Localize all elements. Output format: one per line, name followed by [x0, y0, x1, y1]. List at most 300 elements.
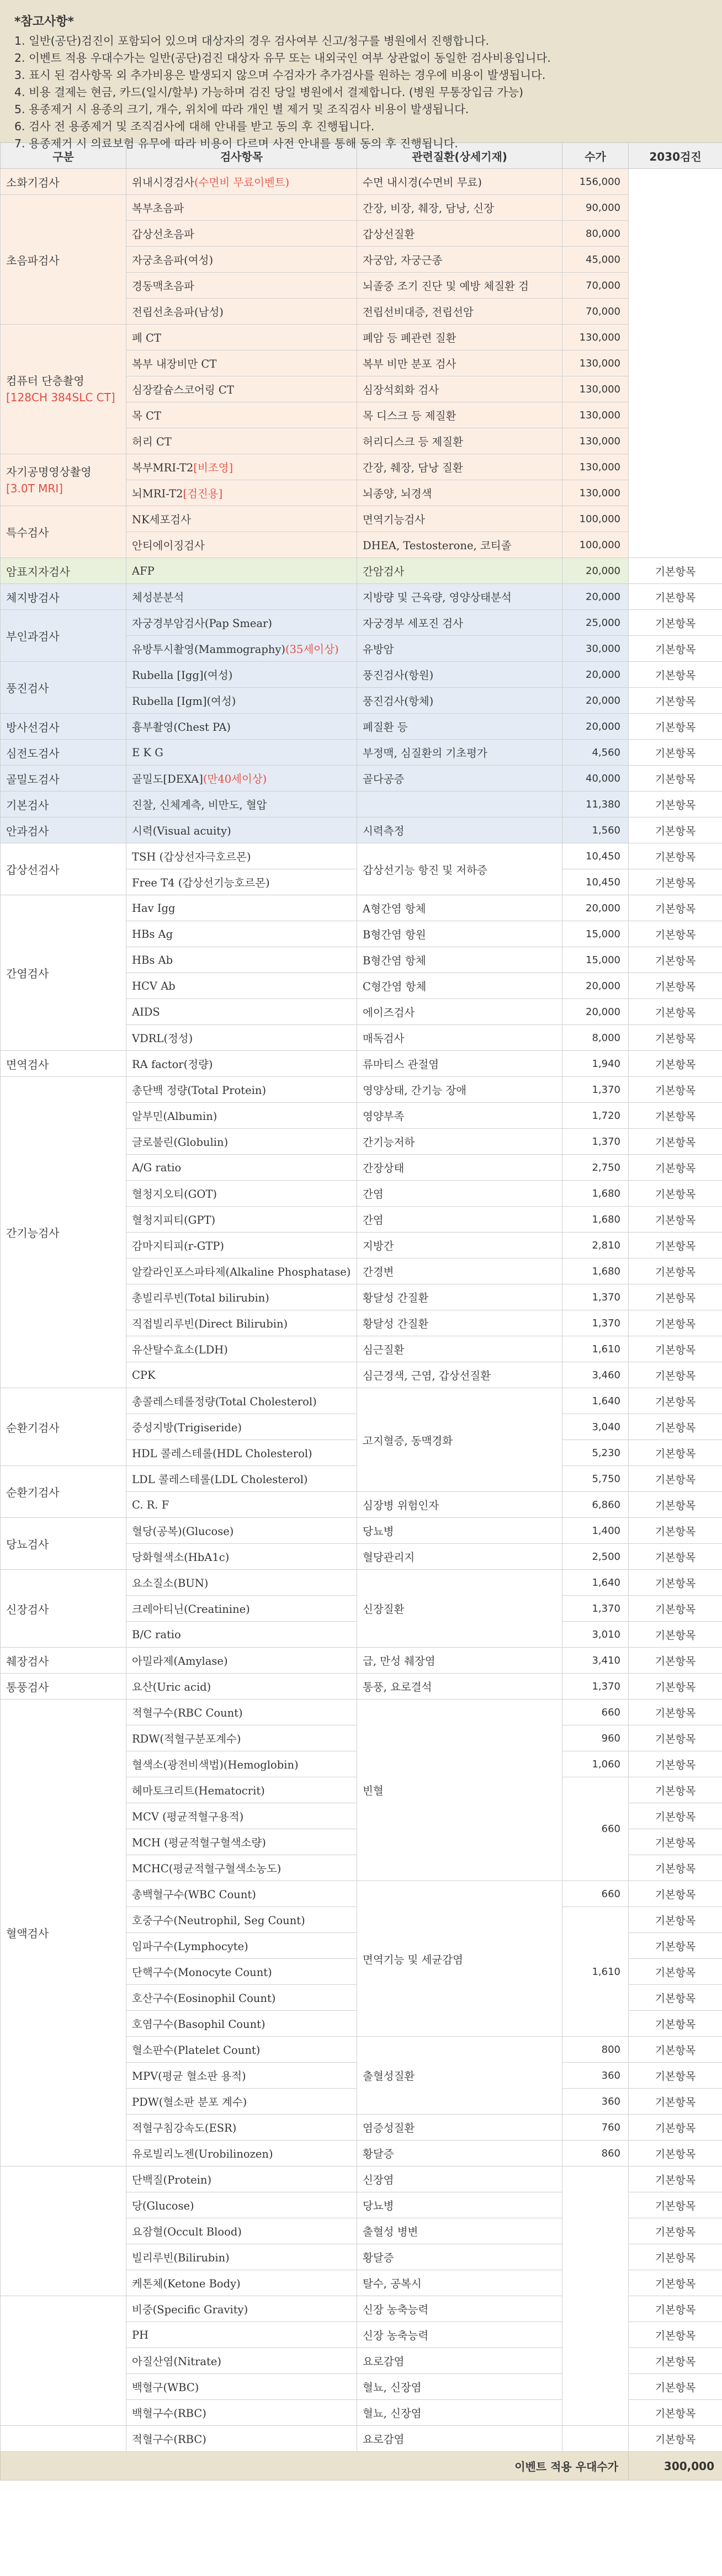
program-cell: 기본항목: [629, 584, 722, 610]
item-cell: [126, 1207, 357, 1233]
program-cell: 기본항목: [629, 1674, 722, 1699]
item-cell: [126, 1648, 357, 1674]
item-cell: [126, 2141, 357, 2166]
category-label: 당뇨검사: [6, 1538, 49, 1551]
item-cell: [126, 1284, 357, 1310]
price-cell: 3,040: [562, 1414, 629, 1440]
item-cell: [126, 792, 357, 817]
item-cell: [126, 766, 357, 792]
item-cell: [126, 2192, 357, 2218]
disease-cell: 염증성질환: [357, 2115, 562, 2141]
price-cell: 5,750: [562, 1466, 629, 1492]
category-label: 심전도검사: [6, 746, 60, 760]
item-label: AFP: [132, 564, 155, 577]
disease-cell: 간장, 비장, 췌장, 담낭, 신장: [357, 195, 562, 221]
item-cell: [126, 454, 357, 480]
disease-cell: 당뇨병: [357, 2192, 562, 2218]
price-cell: 70,000: [562, 299, 629, 325]
program-cell: 기본항목: [629, 1855, 722, 1881]
price-cell: 130,000: [562, 480, 629, 506]
disease-cell: 심장석회화 검사: [357, 376, 562, 402]
price-cell: 130,000: [562, 454, 629, 480]
program-cell: 기본항목: [629, 1518, 722, 1544]
disease-cell: 시력측정: [357, 817, 562, 843]
table-row: [1, 1570, 722, 1596]
price-cell: 660: [562, 1699, 629, 1725]
price-cell: 960: [562, 1725, 629, 1751]
disease-cell: 지방량 및 근육량, 영양상태분석: [357, 584, 562, 610]
price-cell: 11,380: [562, 792, 629, 817]
price-cell: 1,370: [562, 1077, 629, 1103]
program-cell: 기본항목: [629, 1233, 722, 1258]
disease-cell: A형간염 항체: [357, 895, 562, 921]
category-label: 방사선검사: [6, 720, 60, 734]
price-cell: 1,060: [562, 1751, 629, 1777]
disease-cell: 지방간: [357, 1233, 562, 1258]
category-cell: [1, 2166, 126, 2296]
disease-cell: 허리디스크 등 제질환: [357, 428, 562, 454]
notes-box: [0, 0, 722, 150]
item-label: MPV(평균 혈소판 용적): [132, 2070, 246, 2083]
price-cell: 20,000: [562, 973, 629, 999]
program-cell: 기본항목: [629, 2037, 722, 2063]
item-label: 시력(Visual acuity): [132, 825, 231, 837]
item-cell: [126, 1362, 357, 1388]
item-note: [검진용]: [183, 487, 223, 500]
item-label: 아밀라제(Amylase): [132, 1655, 228, 1667]
program-cell: [629, 169, 722, 558]
program-cell: 기본항목: [629, 2166, 722, 2192]
item-label: TSH (갑상선자극호르몬): [132, 851, 251, 863]
item-cell: [126, 169, 357, 195]
item-label: 유로빌리노젠(Urobilinozen): [132, 2148, 273, 2160]
program-cell: 기본항목: [629, 2141, 722, 2166]
item-label: C. R. F: [132, 1498, 169, 1511]
category-label: 초음파검사: [6, 253, 60, 267]
price-cell: 760: [562, 2115, 629, 2141]
item-label: 알칼라인포스파타제(Alkaline Phosphatase): [132, 1266, 351, 1278]
item-note: (만40세이상): [203, 773, 267, 785]
price-cell: 1,680: [562, 1207, 629, 1233]
table-row: [1, 1674, 722, 1699]
item-label: PDW(혈소판 분포 계수): [132, 2096, 247, 2108]
item-label: 전립선초음파(남성): [132, 306, 224, 318]
category-cell: [1, 895, 126, 1051]
price-cell: 40,000: [562, 766, 629, 792]
table-row: [1, 817, 722, 843]
disease-cell: 신장질환: [357, 1570, 562, 1648]
table-row: [1, 740, 722, 766]
item-label: 위내시경검사: [132, 176, 195, 189]
program-cell: 기본항목: [629, 2063, 722, 2089]
price-cell: 10,450: [562, 843, 629, 869]
price-cell: 130,000: [562, 350, 629, 376]
item-label: HBs Ab: [132, 953, 173, 966]
program-cell: 기본항목: [629, 636, 722, 662]
item-label: 감마지티피(r-GTP): [132, 1240, 225, 1252]
category-label: 갑상선검사: [6, 863, 60, 877]
item-cell: [126, 1725, 357, 1751]
item-label: 복부MRI-T2: [132, 461, 194, 474]
note-line: 6. 검사 전 용종제거 및 조직검사에 대해 안내를 받고 동의 후 진행됩니다.: [14, 120, 375, 133]
disease-cell: 간염: [357, 1181, 562, 1207]
table-row: [1, 2426, 722, 2452]
item-note: (35세이상): [285, 643, 339, 656]
disease-cell: 심근질환: [357, 1336, 562, 1362]
price-cell: 360: [562, 2063, 629, 2089]
item-label: 백혈구(WBC): [132, 2381, 199, 2394]
item-cell: [126, 1751, 357, 1777]
program-cell: 기본항목: [629, 1881, 722, 1907]
item-label: 직접빌리루빈(Direct Bilirubin): [132, 1318, 288, 1330]
category-note: [3.0T MRI]: [6, 481, 63, 495]
item-cell: [126, 402, 357, 428]
disease-cell: 신장염: [357, 2166, 562, 2192]
program-cell: 기본항목: [629, 999, 722, 1025]
item-label: A/G ratio: [132, 1161, 182, 1174]
item-label: 케톤체(Ketone Body): [132, 2277, 241, 2290]
price-cell: 20,000: [562, 558, 629, 584]
program-cell: 기본항목: [629, 714, 722, 740]
program-cell: 기본항목: [629, 2089, 722, 2115]
category-cell: [1, 843, 126, 895]
program-cell: 기본항목: [629, 1829, 722, 1855]
category-cell: [1, 792, 126, 817]
price-cell: 10,450: [562, 869, 629, 895]
item-label: 당(Glucose): [132, 2200, 194, 2212]
item-label: 중성지방(Trigiseride): [132, 1421, 242, 1434]
disease-cell: 매독검사: [357, 1025, 562, 1051]
item-cell: [126, 1310, 357, 1336]
program-cell: 기본항목: [629, 2374, 722, 2400]
item-label: 단백질(Protein): [132, 2174, 212, 2186]
price-cell: 1,560: [562, 817, 629, 843]
item-cell: [126, 1388, 357, 1414]
footer-label: 이벤트 적용 우대수가: [1, 2452, 629, 2481]
price-cell: 100,000: [562, 532, 629, 558]
item-note: [비조영]: [193, 461, 233, 474]
disease-cell: B형간염 항원: [357, 921, 562, 947]
program-cell: 기본항목: [629, 1284, 722, 1310]
price-cell: 3,460: [562, 1362, 629, 1388]
item-cell: [126, 610, 357, 636]
item-cell: [126, 1440, 357, 1466]
disease-cell: 요로감염: [357, 2426, 562, 2452]
notes-title: *참고사항*: [14, 15, 75, 29]
item-label: 호산구수(Eosinophil Count): [132, 1992, 276, 2005]
item-cell: [126, 506, 357, 532]
note-line: 2. 이벤트 적용 우대수가는 일반(공단)검진 대상자 유무 또는 내외국인 여부 상관없이 동일한 검사비용입니다.: [14, 51, 551, 65]
item-label: 적혈구수(RBC Count): [132, 1707, 243, 1719]
table-row: [1, 1518, 722, 1544]
price-cell: 156,000: [562, 169, 629, 195]
item-cell: [126, 2063, 357, 2089]
item-cell: [126, 1881, 357, 1907]
disease-cell: 자궁경부 세포진 검사: [357, 610, 562, 636]
item-cell: [126, 1907, 357, 1933]
item-label: 요산(Uric acid): [132, 1681, 211, 1693]
category-cell: [1, 454, 126, 506]
category-label: 신장검사: [6, 1602, 49, 1616]
category-cell: [1, 558, 126, 584]
program-cell: 기본항목: [629, 1077, 722, 1103]
category-cell: [1, 766, 126, 792]
table-row: [1, 584, 722, 610]
item-label: 적혈구침강속도(ESR): [132, 2122, 237, 2134]
category-cell: [1, 1518, 126, 1570]
program-cell: 기본항목: [629, 2244, 722, 2270]
program-cell: 기본항목: [629, 2426, 722, 2452]
note-line: 3. 표시 된 검사항목 외 추가비용은 발생되지 않으며 수검자가 추가검사를 원하는 경우에 비용이 발생됩니다.: [14, 68, 546, 82]
price-cell: 25,000: [562, 610, 629, 636]
item-cell: [126, 1829, 357, 1855]
item-label: 뇌MRI-T2: [132, 487, 183, 500]
program-cell: 기본항목: [629, 2115, 722, 2141]
disease-cell: 폐질환 등: [357, 714, 562, 740]
category-label: 골밀도검사: [6, 772, 60, 786]
item-cell: [126, 1518, 357, 1544]
program-cell: 기본항목: [629, 1492, 722, 1518]
price-cell: 1,370: [562, 1596, 629, 1622]
program-cell: 기본항목: [629, 895, 722, 921]
price-cell: 1,610: [562, 1336, 629, 1362]
price-cell: 70,000: [562, 273, 629, 299]
item-cell: [126, 636, 357, 662]
item-cell: [126, 273, 357, 299]
disease-cell: 수면 내시경(수면비 무료): [357, 169, 562, 195]
disease-cell: 간기능저하: [357, 1129, 562, 1155]
header-price: 수가: [562, 143, 629, 169]
category-label: 췌장검사: [6, 1654, 49, 1668]
item-cell: [126, 714, 357, 740]
item-cell: [126, 2374, 357, 2400]
program-cell: 기본항목: [629, 947, 722, 973]
program-cell: 기본항목: [629, 1725, 722, 1751]
item-note: (수면비 무료이벤트): [194, 176, 290, 189]
program-cell: 기본항목: [629, 1207, 722, 1233]
table-body: [1, 169, 722, 2452]
disease-cell: 영양부족: [357, 1103, 562, 1129]
item-label: 혈청지오티(GOT): [132, 1188, 217, 1201]
price-cell: 130,000: [562, 325, 629, 350]
item-label: 비중(Specific Gravity): [132, 2303, 248, 2316]
program-cell: 기본항목: [629, 1362, 722, 1388]
checkup-price-table: [0, 142, 722, 2481]
item-label: B/C ratio: [132, 1628, 181, 1641]
program-cell: 기본항목: [629, 1544, 722, 1570]
disease-cell: 자궁암, 자궁근종: [357, 247, 562, 273]
program-cell: 기본항목: [629, 1959, 722, 1985]
item-label: 요소질소(BUN): [132, 1577, 209, 1590]
price-cell: 80,000: [562, 221, 629, 247]
disease-cell: 풍진검사(항원): [357, 662, 562, 688]
price-cell: 1,370: [562, 1284, 629, 1310]
table-row: [1, 792, 722, 817]
item-label: Rubella [Igm](여성): [132, 695, 236, 708]
item-cell: [126, 1181, 357, 1207]
item-label: 목 CT: [132, 410, 161, 422]
program-cell: 기본항목: [629, 1907, 722, 1933]
disease-cell: 영양상태, 간기능 장애: [357, 1077, 562, 1103]
category-label: 특수검사: [6, 526, 49, 539]
disease-cell: 당뇨병: [357, 1518, 562, 1544]
table-row: [1, 1051, 722, 1077]
category-cell: [1, 169, 126, 195]
disease-cell: 빈혈: [357, 1699, 562, 1881]
program-cell: 기본항목: [629, 843, 722, 869]
item-cell: [126, 1674, 357, 1699]
item-cell: [126, 817, 357, 843]
price-cell: 90,000: [562, 195, 629, 221]
price-cell: 20,000: [562, 999, 629, 1025]
price-cell: 1,680: [562, 1181, 629, 1207]
item-label: 호중구수(Neutrophil, Seg Count): [132, 1914, 305, 1927]
program-cell: 기본항목: [629, 2400, 722, 2426]
category-label: 간기능검사: [6, 1226, 60, 1240]
program-cell: 기본항목: [629, 869, 722, 895]
item-label: 헤마토크리트(Hematocrit): [132, 1784, 265, 1797]
disease-cell: 고지혈증, 동맥경화: [357, 1388, 562, 1492]
disease-cell: 간장, 췌장, 담낭 질환: [357, 454, 562, 480]
disease-cell: 면역기능 및 세균감염: [357, 1881, 562, 2037]
program-cell: 기본항목: [629, 2322, 722, 2348]
item-label: 허리 CT: [132, 435, 172, 448]
price-cell: 1,640: [562, 1570, 629, 1596]
disease-cell: DHEA, Testosterone, 코티졸: [357, 532, 562, 558]
item-cell: [126, 1570, 357, 1596]
category-cell: [1, 740, 126, 766]
item-cell: [126, 299, 357, 325]
category-label: 혈액검사: [6, 1927, 49, 1940]
item-cell: [126, 1233, 357, 1258]
item-cell: [126, 662, 357, 688]
category-label: 면역검사: [6, 1058, 49, 1071]
item-label: Free T4 (갑상선기능호르몬): [132, 877, 270, 889]
category-label: 컴퓨터 단층촬영: [6, 374, 84, 387]
category-cell: [1, 2296, 126, 2426]
table-row: [1, 195, 722, 221]
disease-cell: 폐암 등 폐관련 질환: [357, 325, 562, 350]
item-cell: [126, 973, 357, 999]
program-cell: 기본항목: [629, 1181, 722, 1207]
item-cell: [126, 1933, 357, 1959]
item-cell: [126, 999, 357, 1025]
category-cell: [1, 1388, 126, 1466]
footer-total: 300,000: [629, 2452, 722, 2481]
item-cell: [126, 1492, 357, 1518]
program-cell: 기본항목: [629, 610, 722, 636]
item-label: 총백혈구수(WBC Count): [132, 1888, 256, 1901]
item-label: 복부초음파: [132, 202, 184, 215]
disease-cell: 출혈성 병변: [357, 2218, 562, 2244]
price-cell: 2,810: [562, 1233, 629, 1258]
price-cell: 1,370: [562, 1129, 629, 1155]
price-cell: 130,000: [562, 376, 629, 402]
price-cell: 130,000: [562, 428, 629, 454]
item-cell: [126, 1414, 357, 1440]
price-cell: 20,000: [562, 895, 629, 921]
program-cell: 기본항목: [629, 1258, 722, 1284]
item-label: 총단백 정량(Total Protein): [132, 1084, 267, 1097]
category-cell: [1, 1077, 126, 1388]
item-cell: [126, 921, 357, 947]
item-cell: [126, 584, 357, 610]
disease-cell: 출혈성질환: [357, 2037, 562, 2115]
category-cell: [1, 1466, 126, 1518]
item-cell: [126, 2296, 357, 2322]
category-cell: [1, 584, 126, 610]
item-cell: [126, 869, 357, 895]
disease-cell: 복부 비만 분포 검사: [357, 350, 562, 376]
category-label: 소화기검사: [6, 176, 60, 189]
note-line: 4. 비용 결제는 현금, 카드(일시/할부) 가능하며 검진 당일 병원에서 결제합니다. (병원 무통장입금 가능): [14, 86, 524, 99]
disease-cell: 요로감염: [357, 2348, 562, 2374]
item-cell: [126, 2166, 357, 2192]
category-cell: [1, 2426, 126, 2452]
item-label: 체성분분석: [132, 591, 184, 604]
price-cell: [562, 2166, 629, 2426]
category-label: 부인과검사: [6, 630, 60, 643]
disease-cell: 간염: [357, 1207, 562, 1233]
program-cell: 기본항목: [629, 740, 722, 766]
item-cell: [126, 2218, 357, 2244]
disease-cell: [357, 792, 562, 817]
program-cell: 기본항목: [629, 1985, 722, 2011]
item-label: 혈소판수(Platelet Count): [132, 2044, 261, 2057]
disease-cell: 혈뇨, 신장염: [357, 2400, 562, 2426]
item-label: 복부 내장비만 CT: [132, 358, 217, 370]
item-label: 아질산염(Nitrate): [132, 2355, 222, 2368]
item-label: 흉부촬영(Chest PA): [132, 721, 231, 734]
item-label: 요잠혈(Occult Blood): [132, 2226, 242, 2238]
price-cell: 800: [562, 2037, 629, 2063]
item-label: 심장칼슘스코어링 CT: [132, 384, 234, 396]
category-cell: [1, 1699, 126, 2166]
item-label: 혈색소(광전비색법)(Hemoglobin): [132, 1759, 299, 1771]
table-row: [1, 662, 722, 688]
disease-cell: 황달성 간질환: [357, 1310, 562, 1336]
table-row: [1, 506, 722, 532]
item-label: 유산탈수효소(LDH): [132, 1343, 228, 1356]
table-row: [1, 843, 722, 869]
disease-cell: 부정맥, 심질환의 기초평가: [357, 740, 562, 766]
price-cell: 20,000: [562, 688, 629, 714]
price-cell: 4,560: [562, 740, 629, 766]
category-cell: [1, 714, 126, 740]
disease-cell: 황달증: [357, 2141, 562, 2166]
disease-cell: 황달증: [357, 2244, 562, 2270]
item-cell: [126, 1336, 357, 1362]
program-cell: 기본항목: [629, 792, 722, 817]
category-cell: [1, 1051, 126, 1077]
price-cell: 1,400: [562, 1518, 629, 1544]
category-label: 암표지자검사: [6, 565, 70, 578]
disease-cell: 신장 농축능력: [357, 2322, 562, 2348]
price-cell: 8,000: [562, 1025, 629, 1051]
item-label: VDRL(정성): [132, 1032, 193, 1045]
item-label: 총콜레스테롤정량(Total Cholesterol): [132, 1395, 317, 1408]
header-program: 2030검진: [629, 143, 722, 169]
price-cell: 100,000: [562, 506, 629, 532]
disease-cell: B형간염 항체: [357, 947, 562, 973]
price-cell: 15,000: [562, 947, 629, 973]
disease-cell: 간암검사: [357, 558, 562, 584]
item-label: PH: [132, 2328, 149, 2341]
item-cell: [126, 1544, 357, 1570]
item-cell: [126, 1155, 357, 1181]
item-cell: [126, 843, 357, 869]
program-cell: 기본항목: [629, 1596, 722, 1622]
